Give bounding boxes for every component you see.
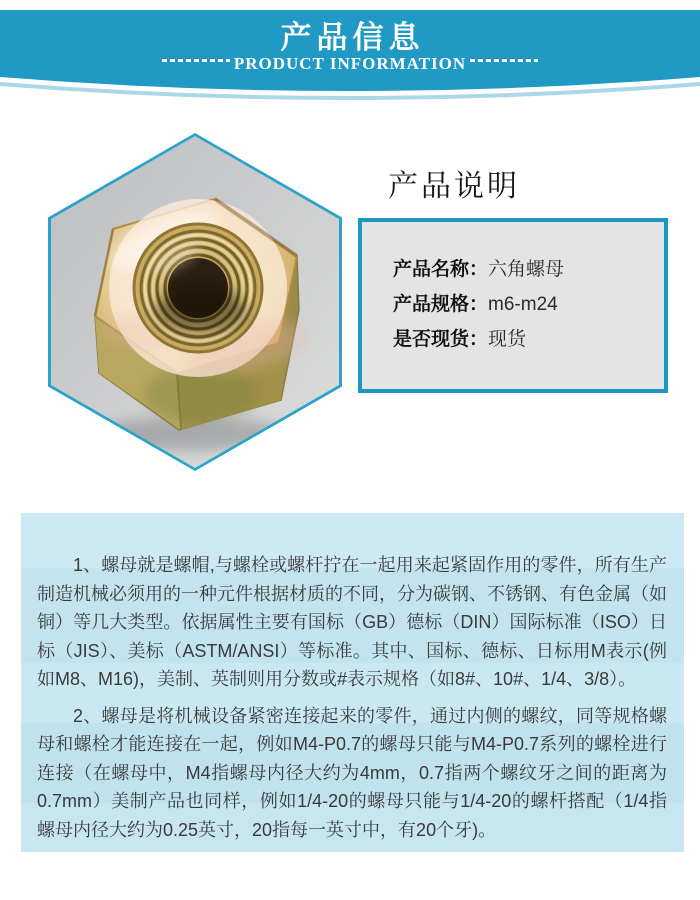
spec-label-size: 产品规格： bbox=[393, 294, 489, 315]
product-photo-hexagon-frame bbox=[48, 133, 342, 471]
spec-value-name: 六角螺母 bbox=[488, 259, 565, 280]
info-paragraph-1: 1、螺母就是螺帽,与螺栓或螺杆拧在一起用来起紧固作用的零件，所有生产制造机械必须用的一种元件根据材质的不同，分为碳钢、不锈钢、有色金属（如铜）等几大类型。依据属性主要有国标（GB）德标（DIN）国际标准（ISO）日标（JIS）、美标（ASTM/ANSI）等标准。其中、国标、德标、日标用M表示(例如M8、M16)，美制、英制则用分数或#表示规格（如8#、10#、1/4、3/8）。 bbox=[37, 555, 667, 689]
description-title: 产品说明 bbox=[388, 170, 520, 203]
spec-box bbox=[358, 218, 668, 393]
spec-row-size bbox=[393, 293, 656, 317]
spec-label-stock: 是否现货： bbox=[393, 329, 489, 350]
hex-nut-illustration bbox=[51, 136, 339, 468]
page-subtitle: PRODUCT INFORMATION bbox=[233, 54, 467, 73]
spec-row-name bbox=[393, 258, 656, 282]
spec-label-name: 产品名称： bbox=[393, 259, 489, 280]
spec-value-size: m6-m24 bbox=[488, 294, 558, 315]
info-paragraph-2: 2、螺母是将机械设备紧密连接起来的零件，通过内侧的螺纹，同等规格螺母和螺栓才能连接在一起，例如M4-P0.7的螺母只能与M4-P0.7系列的螺栓进行连接（在螺母中，M4指螺母内径大约为4mm，0.7指两个螺纹牙之间的距离为0.7mm）美制产品也同样，例如1/4-20的螺母只能与1/4-20的螺杆搭配（1/4指螺母内径大约为0.25英寸，20指每一英寸中，有20个牙)。 bbox=[37, 705, 667, 840]
product-info-text-block bbox=[21, 513, 684, 852]
product-photo-hex-nut bbox=[51, 136, 339, 468]
page-title: 产品信息 bbox=[280, 20, 425, 55]
dash-decoration-left-icon bbox=[162, 59, 230, 62]
dash-decoration-right-icon bbox=[470, 59, 538, 62]
spec-value-stock: 现货 bbox=[488, 329, 527, 350]
spec-row-stock bbox=[393, 328, 656, 352]
